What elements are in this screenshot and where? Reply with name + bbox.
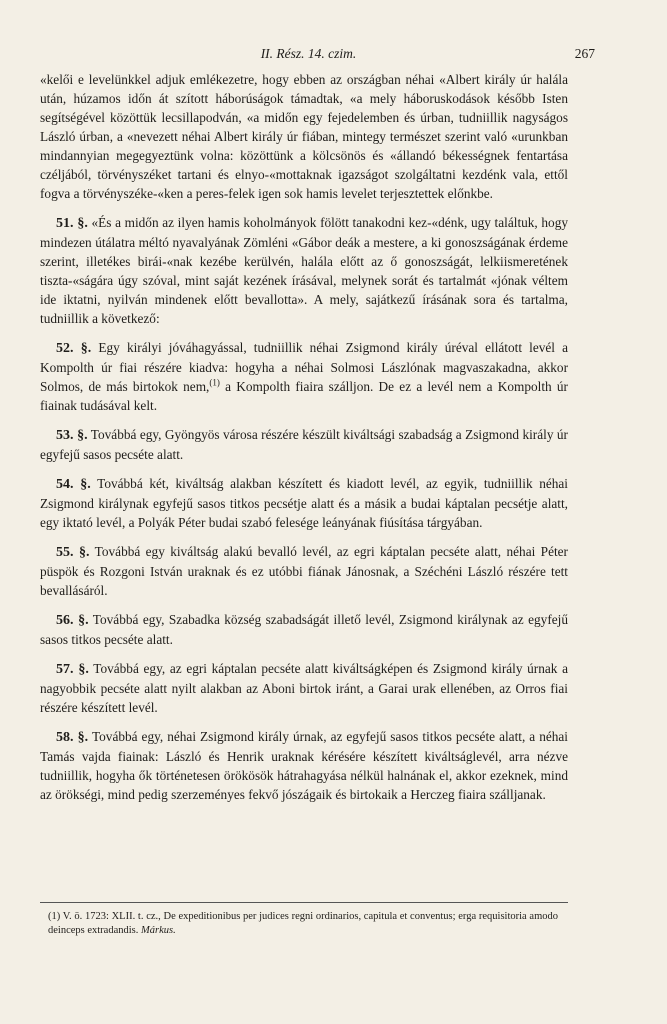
section-number: 52. §. [56,341,92,356]
section-number: 53. §. [56,428,88,443]
page-number: 267 [574,46,595,61]
section-58: 58. §. Továbbá egy, néhai Zsigmond király úrnak, az egyfejű sasos titkos pecséte alatt, a néhai Tamás vajda fiainak: László és Henrik uraknak kérésére készített kiváltságlevél, arra nézve tudniillik, hogyha ők történetesen örökösök hátrahagyása nélkül halnának el, akkor ezeknek, mind az örökségi, mind pedig szerzeményes fekvő jószágaik és birtokaik a Herczeg fiaira szálljanak. [40,729,568,802]
footnote [48,910,558,938]
footnote-text: (1) V. ö. 1723: XLII. t. cz., De expeditionibus per judices regni ordinarios, capitula et conventus; erga requisitoria amodo deinceps extradandis. [48,911,558,936]
section-number: 56. §. [56,613,89,628]
footnote-author: Márkus. [141,925,176,936]
section-number: 55. §. [56,545,90,560]
running-head: II. Rész. 14. czim. [260,46,357,61]
section-56: 56. §. Továbbá egy, Szabadka község szabadságát illető levél, Zsigmond királynak az egyfejű sasos titkos pecséte alatt. [40,612,568,647]
section-53: 53. §. Továbbá egy, Gyöngyös városa részére készült kiváltsági szabadság a Zsigmond király úr egyfejű sasos pecséte alatt. [40,427,568,462]
section-52: 52. §. Egy királyi jóváhagyással, tudniillik néhai Zsigmond király úréval ellátott levél a Kompolth úr fiai részére kiadva: hogyha a néhai Solmosi Lászlónak magvaszakadna, akkor Solmos, de más birtokok nem,$^{(1)}$ a Kompolth fiaira szálljon. De ez a levél nem a Kompolth úr fiainak tudásával kelt. [40,340,568,413]
section-number: 58. §. [56,730,89,745]
footnote-divider [40,902,568,903]
section-57: 57. §. Továbbá egy, az egri káptalan pecséte alatt kiváltságképen és Zsigmond király úrnak a nagyobbik pecséte alatt nyilt alakban az Aboni birtok iránt, a Garai urak ellenében, az Orros fiai részére készített levél. [40,661,569,715]
footnote-marker: (1) [209,377,220,388]
section-number: 57. §. [56,662,89,677]
page-body [40,70,568,804]
section-54: 54. §. Továbbá két, kiváltság alakban készített és kiadott levél, az egyik, tudniillik néhai Zsigmond királynak egyfejű sasos titkos pecsétje alatt és a másik a budai káptalan pecsétje alatt, egy iktató levél, a Polyák Péter budai szabó felesége leányának fiúsítása tárgyában. [40,476,568,530]
section-51: 51. §. «És a midőn az ilyen hamis koholmányok fölött tanakodni kez-«dénk, ugy találtuk, hogy mindezen útálatra méltó nyavalyának Zömléni «Gábor deák a mestere, a ki gonoszságának érdeme szerint, illetékes birái-«nak kezébe kerülvén, halála előtt az ő gonoszságát, lelkiismeretének tiszta-«ságára úgy szóval, mint saját kezének írásával, melynek sorát és tartalmát «jónak véltem ide iktatni, nyilván mindenek előtt bevallotta». A mely, sajátkezű írásának sora és tartalma, tudniillik a következő: [40,215,568,326]
section-number: 51. §. [56,216,88,231]
section-number: 54. §. [56,477,91,492]
page-header [42,46,595,64]
paragraph-continuation: «kelői e levelünkkel adjuk emlékezetre, hogy ebben az országban néhai «Albert király úr halála után, húzamos időn át szított háborúságok támadtak, «a mely háboruskodások később Isten segítségével közöttük lecsillapodván, «a midőn egy fejedelemben és úrban, tudniillik nagyságos László úrban, a «nevezett néhai Albert király úr fiában, mintegy természet szerint való «urunkban mindannyian megegyeztünk volna: közöttünk a kölcsönös és «állandó békességnek fentartása czéljából, törvényszéket tartani és elnyo-«mottaknak igazságot szolgáltatni kezdénk vala, ettől fogva a törvényszéke-«ken a peres-felek igen sok hamis levelet terjesztettek előnkbe. [40,72,568,201]
section-55: 55. §. Továbbá egy kiváltság alakú bevalló levél, az egri káptalan pecséte alatt, néhai Péter püspök és Rozgoni István uraknak és ez utóbbi fiának Jánosnak, a Széchéni László részére tett bevallásáról. [40,544,568,598]
